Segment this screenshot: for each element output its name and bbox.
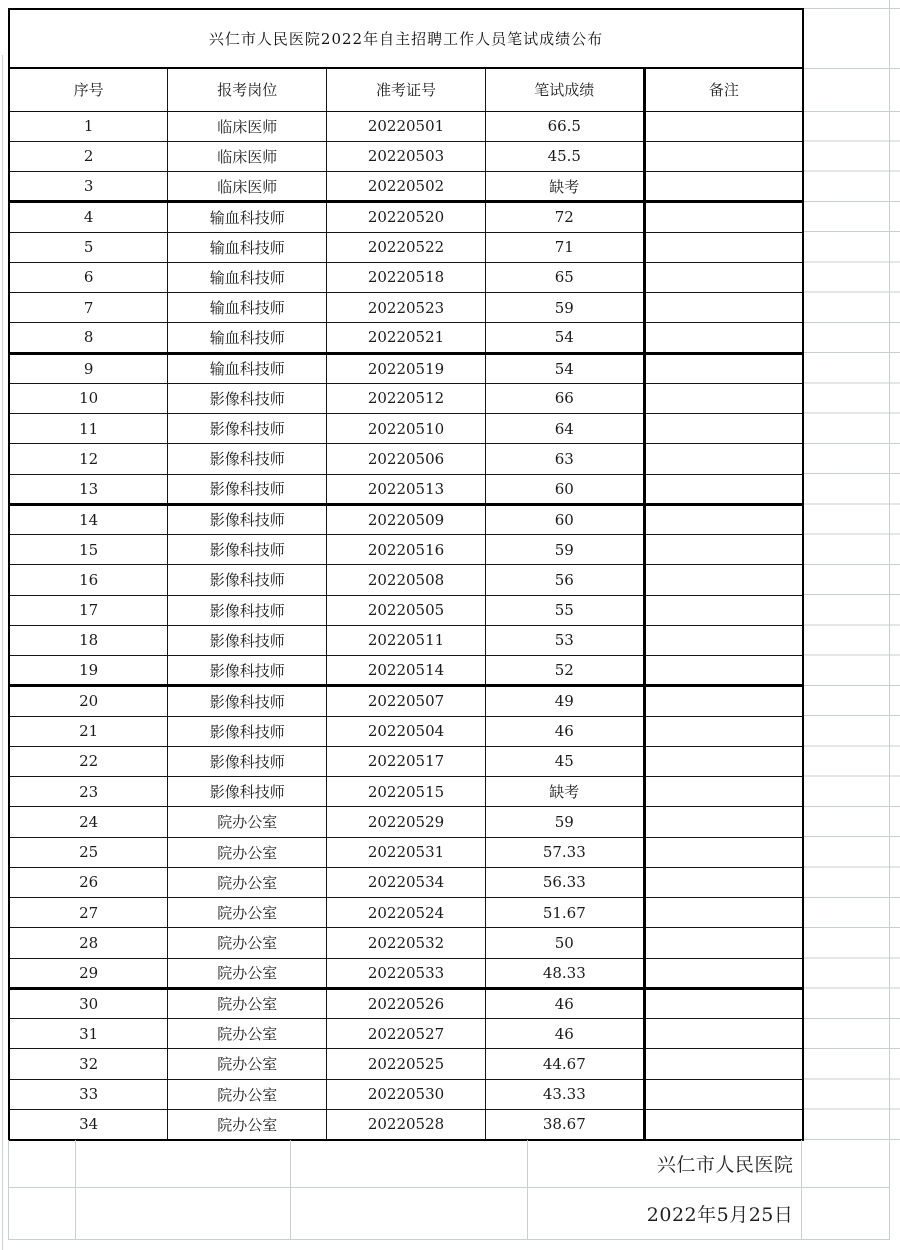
footer-cell: [291, 1188, 528, 1239]
table-row: [9, 444, 803, 474]
cell-remark: [644, 565, 803, 595]
cell-ticket-number: 20220534: [327, 867, 486, 897]
cell-ticket-number: 20220529: [327, 807, 486, 837]
cell-serial-number: 17: [9, 595, 168, 625]
cell-written-score: 60: [485, 504, 644, 534]
cell-applied-position: 影像科技师: [168, 656, 327, 686]
cell-ticket-number: 20220510: [327, 414, 486, 444]
cell-applied-position: 临床医师: [168, 111, 327, 141]
table-row: [9, 1049, 803, 1079]
cell-ticket-number: 20220531: [327, 837, 486, 867]
cell-remark: [644, 232, 803, 262]
table-row: [9, 232, 803, 262]
footer-cell: [802, 1188, 890, 1239]
cell-remark: [644, 262, 803, 292]
cell-serial-number: 12: [9, 444, 168, 474]
footer-row-org: [9, 1140, 890, 1188]
cell-written-score: 57.33: [485, 837, 644, 867]
cell-written-score: 55: [485, 595, 644, 625]
cell-ticket-number: 20220518: [327, 262, 486, 292]
strip-gridline-top: [804, 8, 900, 9]
cell-applied-position: 输血科技师: [168, 262, 327, 292]
cell-remark: [644, 746, 803, 776]
cell-ticket-number: 20220512: [327, 383, 486, 413]
cell-written-score: 49: [485, 686, 644, 716]
cell-ticket-number: 20220517: [327, 746, 486, 776]
cell-applied-position: 院办公室: [168, 988, 327, 1018]
cell-remark: [644, 1109, 803, 1139]
cell-serial-number: 27: [9, 898, 168, 928]
cell-serial-number: 29: [9, 958, 168, 988]
footer-cell: [9, 1188, 76, 1239]
cell-written-score: 45.5: [485, 141, 644, 171]
cell-applied-position: 影像科技师: [168, 444, 327, 474]
table-row: [9, 686, 803, 716]
cell-remark: [644, 353, 803, 383]
cell-written-score: 59: [485, 807, 644, 837]
cell-remark: [644, 867, 803, 897]
cell-written-score: 51.67: [485, 898, 644, 928]
cell-written-score: 54: [485, 353, 644, 383]
cell-written-score: 72: [485, 202, 644, 232]
cell-ticket-number: 20220515: [327, 777, 486, 807]
cell-serial-number: 3: [9, 172, 168, 202]
cell-remark: [644, 807, 803, 837]
cell-serial-number: 26: [9, 867, 168, 897]
scores-table: [8, 8, 804, 1141]
cell-applied-position: 院办公室: [168, 928, 327, 958]
cell-serial-number: 28: [9, 928, 168, 958]
table-row: [9, 383, 803, 413]
cell-ticket-number: 20220533: [327, 958, 486, 988]
cell-remark: [644, 172, 803, 202]
cell-remark: [644, 1049, 803, 1079]
cell-serial-number: 24: [9, 807, 168, 837]
cell-written-score: 59: [485, 535, 644, 565]
footer-cell: [802, 1140, 890, 1187]
scores-table-body: [9, 9, 803, 1140]
cell-written-score: 66: [485, 383, 644, 413]
cell-applied-position: 影像科技师: [168, 746, 327, 776]
cell-serial-number: 7: [9, 293, 168, 323]
cell-applied-position: 院办公室: [168, 867, 327, 897]
cell-serial-number: 13: [9, 474, 168, 504]
column-header-note: 备注: [644, 68, 803, 111]
table-row: [9, 504, 803, 534]
table-row: [9, 625, 803, 655]
cell-ticket-number: 20220505: [327, 595, 486, 625]
cell-applied-position: 输血科技师: [168, 293, 327, 323]
footer-cell: [76, 1188, 291, 1239]
cell-ticket-number: 20220521: [327, 323, 486, 353]
cell-remark: [644, 202, 803, 232]
cell-written-score: 56: [485, 565, 644, 595]
cell-serial-number: 23: [9, 777, 168, 807]
cell-remark: [644, 1019, 803, 1049]
cell-applied-position: 院办公室: [168, 1109, 327, 1139]
table-row: [9, 414, 803, 444]
cell-serial-number: 18: [9, 625, 168, 655]
cell-ticket-number: 20220513: [327, 474, 486, 504]
cell-applied-position: 影像科技师: [168, 383, 327, 413]
column-header-row: [9, 68, 803, 111]
cell-remark: [644, 504, 803, 534]
column-header-no: 序号: [9, 68, 168, 111]
table-row: [9, 141, 803, 171]
cell-applied-position: 影像科技师: [168, 686, 327, 716]
cell-serial-number: 16: [9, 565, 168, 595]
table-row: [9, 837, 803, 867]
cell-ticket-number: 20220514: [327, 656, 486, 686]
cell-ticket-number: 20220506: [327, 444, 486, 474]
cell-written-score: 48.33: [485, 958, 644, 988]
table-row: [9, 1079, 803, 1109]
cell-applied-position: 影像科技师: [168, 595, 327, 625]
right-gridline-strip: [804, 0, 900, 1240]
cell-written-score: 56.33: [485, 867, 644, 897]
cell-serial-number: 15: [9, 535, 168, 565]
cell-remark: [644, 1079, 803, 1109]
footer-cell: [9, 1140, 76, 1187]
cell-remark: [644, 837, 803, 867]
cell-applied-position: 院办公室: [168, 1049, 327, 1079]
cell-serial-number: 33: [9, 1079, 168, 1109]
table-row: [9, 988, 803, 1018]
cell-ticket-number: 20220523: [327, 293, 486, 323]
cell-serial-number: 14: [9, 504, 168, 534]
cell-applied-position: 院办公室: [168, 898, 327, 928]
cell-remark: [644, 414, 803, 444]
cell-written-score: 53: [485, 625, 644, 655]
signature-org: 兴仁市人民医院: [528, 1140, 803, 1187]
cell-ticket-number: 20220526: [327, 988, 486, 1018]
cell-serial-number: 20: [9, 686, 168, 716]
cell-written-score: 59: [485, 293, 644, 323]
cell-written-score: 64: [485, 414, 644, 444]
cell-remark: [644, 535, 803, 565]
cell-remark: [644, 898, 803, 928]
column-header-post: 报考岗位: [168, 68, 327, 111]
cell-ticket-number: 20220530: [327, 1079, 486, 1109]
cell-serial-number: 9: [9, 353, 168, 383]
cell-applied-position: 院办公室: [168, 807, 327, 837]
cell-remark: [644, 928, 803, 958]
cell-applied-position: 院办公室: [168, 1019, 327, 1049]
cell-ticket-number: 20220504: [327, 716, 486, 746]
cell-applied-position: 影像科技师: [168, 474, 327, 504]
cell-ticket-number: 20220524: [327, 898, 486, 928]
cell-serial-number: 2: [9, 141, 168, 171]
cell-remark: [644, 111, 803, 141]
cell-written-score: 46: [485, 716, 644, 746]
cell-serial-number: 21: [9, 716, 168, 746]
cell-written-score: 45: [485, 746, 644, 776]
column-header-score: 笔试成绩: [485, 68, 644, 111]
table-row: [9, 111, 803, 141]
cell-written-score: 38.67: [485, 1109, 644, 1139]
cell-serial-number: 25: [9, 837, 168, 867]
table-row: [9, 898, 803, 928]
cell-applied-position: 输血科技师: [168, 232, 327, 262]
cell-ticket-number: 20220528: [327, 1109, 486, 1139]
table-row: [9, 807, 803, 837]
cell-applied-position: 影像科技师: [168, 414, 327, 444]
cell-ticket-number: 20220502: [327, 172, 486, 202]
cell-serial-number: 4: [9, 202, 168, 232]
table-row: [9, 323, 803, 353]
table-row: [9, 928, 803, 958]
strip-row-gridlines: [804, 111, 900, 1140]
cell-written-score: 43.33: [485, 1079, 644, 1109]
strip-gridline-title-bottom: [804, 68, 900, 69]
cell-written-score: 52: [485, 656, 644, 686]
cell-serial-number: 8: [9, 323, 168, 353]
table-row: [9, 172, 803, 202]
cell-serial-number: 6: [9, 262, 168, 292]
cell-remark: [644, 595, 803, 625]
cell-remark: [644, 988, 803, 1018]
document-title: 兴仁市人民医院2022年自主招聘工作人员笔试成绩公布: [9, 9, 803, 68]
cell-remark: [644, 958, 803, 988]
cell-applied-position: 输血科技师: [168, 202, 327, 232]
table-row: [9, 353, 803, 383]
table-row: [9, 565, 803, 595]
cell-written-score: 50: [485, 928, 644, 958]
cell-applied-position: 影像科技师: [168, 625, 327, 655]
cell-applied-position: 影像科技师: [168, 565, 327, 595]
table-row: [9, 262, 803, 292]
page-left-gridline: [2, 55, 3, 1250]
cell-ticket-number: 20220520: [327, 202, 486, 232]
cell-ticket-number: 20220532: [327, 928, 486, 958]
cell-written-score: 63: [485, 444, 644, 474]
cell-ticket-number: 20220503: [327, 141, 486, 171]
cell-ticket-number: 20220519: [327, 353, 486, 383]
cell-applied-position: 输血科技师: [168, 323, 327, 353]
table-row: [9, 958, 803, 988]
cell-remark: [644, 141, 803, 171]
cell-serial-number: 31: [9, 1019, 168, 1049]
cell-ticket-number: 20220511: [327, 625, 486, 655]
cell-remark: [644, 444, 803, 474]
cell-applied-position: 输血科技师: [168, 353, 327, 383]
table-row: [9, 867, 803, 897]
cell-remark: [644, 777, 803, 807]
cell-ticket-number: 20220525: [327, 1049, 486, 1079]
cell-ticket-number: 20220501: [327, 111, 486, 141]
cell-written-score: 71: [485, 232, 644, 262]
cell-ticket-number: 20220527: [327, 1019, 486, 1049]
footer-cell: [291, 1140, 528, 1187]
table-row: [9, 656, 803, 686]
table-row: [9, 474, 803, 504]
cell-remark: [644, 293, 803, 323]
cell-ticket-number: 20220522: [327, 232, 486, 262]
cell-written-score: 缺考: [485, 777, 644, 807]
signature-date: 2022年5月25日: [528, 1188, 803, 1239]
cell-ticket-number: 20220507: [327, 686, 486, 716]
cell-ticket-number: 20220516: [327, 535, 486, 565]
cell-serial-number: 30: [9, 988, 168, 1018]
footer-row-date: [9, 1188, 890, 1240]
table-row: [9, 1109, 803, 1139]
table-row: [9, 716, 803, 746]
cell-applied-position: 影像科技师: [168, 716, 327, 746]
cell-written-score: 60: [485, 474, 644, 504]
table-row: [9, 293, 803, 323]
cell-applied-position: 影像科技师: [168, 504, 327, 534]
cell-serial-number: 1: [9, 111, 168, 141]
table-row: [9, 202, 803, 232]
cell-applied-position: 临床医师: [168, 172, 327, 202]
cell-applied-position: 影像科技师: [168, 535, 327, 565]
table-row: [9, 746, 803, 776]
cell-remark: [644, 716, 803, 746]
column-header-ticket: 准考证号: [327, 68, 486, 111]
cell-written-score: 54: [485, 323, 644, 353]
cell-written-score: 46: [485, 1019, 644, 1049]
cell-applied-position: 院办公室: [168, 837, 327, 867]
cell-remark: [644, 323, 803, 353]
cell-remark: [644, 383, 803, 413]
cell-remark: [644, 625, 803, 655]
cell-written-score: 44.67: [485, 1049, 644, 1079]
cell-serial-number: 5: [9, 232, 168, 262]
cell-ticket-number: 20220509: [327, 504, 486, 534]
table-row: [9, 1019, 803, 1049]
cell-applied-position: 院办公室: [168, 958, 327, 988]
cell-serial-number: 22: [9, 746, 168, 776]
cell-written-score: 65: [485, 262, 644, 292]
cell-serial-number: 19: [9, 656, 168, 686]
table-row: [9, 595, 803, 625]
cell-written-score: 66.5: [485, 111, 644, 141]
cell-remark: [644, 474, 803, 504]
cell-applied-position: 院办公室: [168, 1079, 327, 1109]
title-row: [9, 9, 803, 68]
cell-ticket-number: 20220508: [327, 565, 486, 595]
cell-serial-number: 10: [9, 383, 168, 413]
table-row: [9, 535, 803, 565]
cell-serial-number: 34: [9, 1109, 168, 1139]
cell-serial-number: 32: [9, 1049, 168, 1079]
footer-cell: [76, 1140, 291, 1187]
table-row: [9, 777, 803, 807]
cell-written-score: 46: [485, 988, 644, 1018]
cell-written-score: 缺考: [485, 172, 644, 202]
cell-remark: [644, 686, 803, 716]
cell-serial-number: 11: [9, 414, 168, 444]
cell-applied-position: 临床医师: [168, 141, 327, 171]
cell-applied-position: 影像科技师: [168, 777, 327, 807]
cell-remark: [644, 656, 803, 686]
footer-grid: [8, 1140, 890, 1240]
